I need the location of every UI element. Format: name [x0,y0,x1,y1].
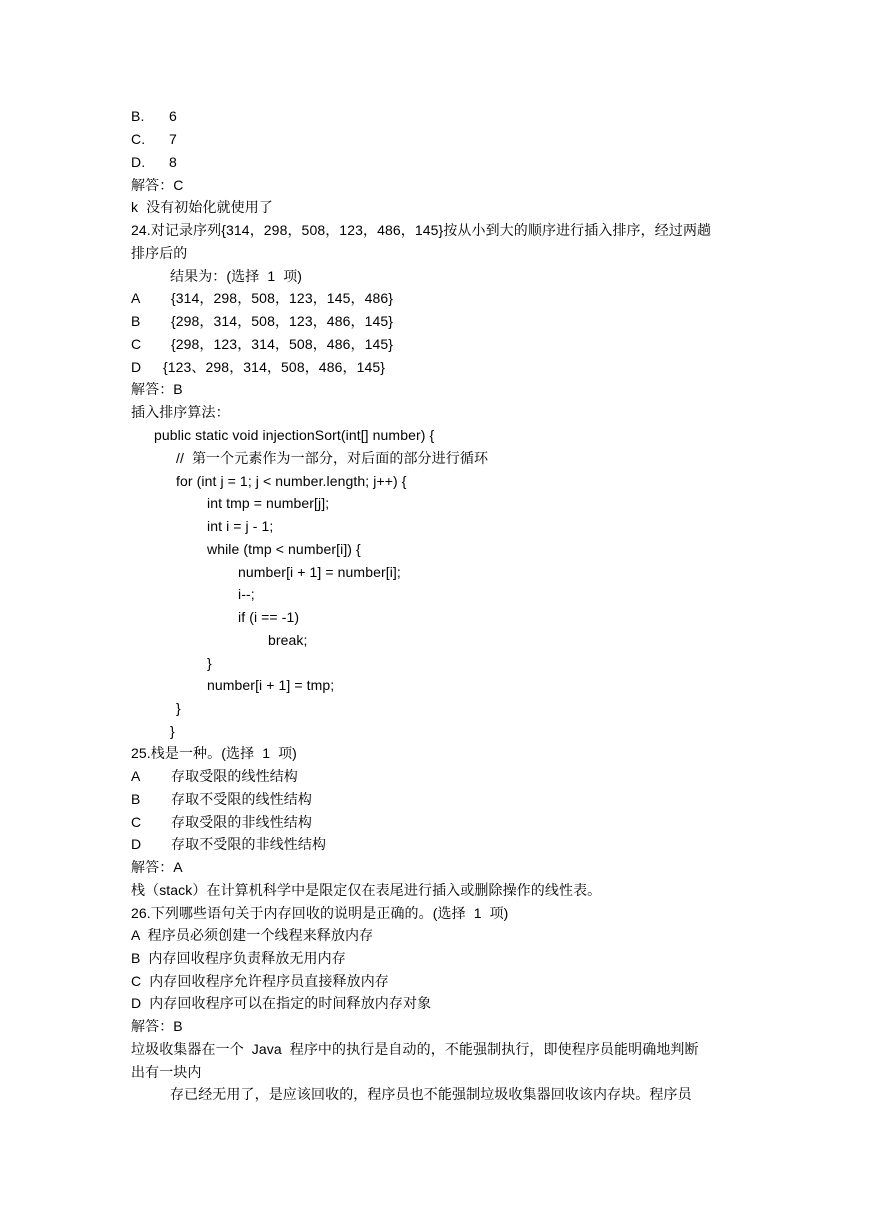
option-key: D [131,359,142,375]
option-c [131,129,177,149]
option-a: A 程序员必须创建一个线程来释放内存 [131,927,374,943]
option-c: C 内存回收程序允许程序员直接释放内存 [131,973,389,989]
option-text: 6 [169,108,177,124]
option-text: {298，123，314，508，486，145} [171,336,394,352]
option-c [131,812,312,832]
option-text: 存取受限的非线性结构 [171,814,312,830]
code-line: } [170,723,175,739]
option-key: B [131,313,141,329]
code-line: if (i == -1) [238,609,300,625]
answer-line: 解答：B [131,1018,183,1034]
explanation-line: 栈（stack）在计算机科学中是限定仅在表尾进行插入或删除操作的线性表。 [131,882,602,898]
option-c [131,334,393,354]
option-b [131,311,393,331]
answer-line: 解答：C [131,177,184,193]
code-line: break; [268,632,308,648]
code-line: for (int j = 1; j < number.length; j++) { [176,473,407,489]
option-a [131,766,298,786]
option-d [131,834,326,854]
option-key: C. [131,131,146,147]
option-b [131,106,177,126]
code-line: public static void injectionSort(int[] number) { [154,427,435,443]
code-line: int tmp = number[j]; [207,495,330,511]
option-b [131,789,312,809]
code-line: i--; [238,586,255,602]
option-text: {298，314，508，123，486，145} [171,313,394,329]
explanation-line: 垃圾收集器在一个 Java 程序中的执行是自动的，不能强制执行，即使程序员能明确地判断 [131,1041,699,1057]
option-d [131,152,177,172]
option-key: D [131,836,142,852]
explanation-line: k 没有初始化就使用了 [131,199,273,215]
option-text: 7 [169,131,177,147]
option-key: C [131,336,142,352]
question-text: 26.下列哪些语句关于内存回收的说明是正确的。(选择 1 项) [131,905,509,921]
option-text: 存取不受限的非线性结构 [171,836,327,852]
explanation-title: 插入排序算法： [131,404,230,420]
option-a [131,288,393,308]
answer-line: 解答：A [131,859,183,875]
question-text-continued: 排序后的 [131,245,188,261]
explanation-line-continued: 出有一块内 [131,1064,202,1080]
option-text: {123、298，314，508，486，145} [163,359,386,375]
code-line: number[i + 1] = tmp; [207,677,335,693]
question-text: 25.栈是一种。(选择 1 项) [131,745,297,761]
answer-line: 解答：B [131,381,183,397]
code-comment-line: // 第一个元素作为一部分，对后面的部分进行循环 [176,450,489,466]
code-line: } [207,655,212,671]
option-text: 8 [169,154,177,170]
option-d [131,357,385,377]
option-key: D. [131,154,146,170]
code-line: number[i + 1] = number[i]; [238,564,401,580]
option-d: D 内存回收程序可以在指定的时间释放内存对象 [131,995,432,1011]
option-key: B. [131,108,145,124]
code-line: while (tmp < number[i]) { [207,541,361,557]
question-text: 24.对记录序列{314，298，508，123，486，145}按从小到大的顺序进行插入排序，经过两趟 [131,222,712,238]
explanation-line-continued: 存已经无用了，是应该回收的，程序员也不能强制垃圾收集器回收该内存块。程序员 [170,1086,692,1102]
option-text: 存取受限的线性结构 [171,768,298,784]
code-line: int i = j - 1; [207,518,274,534]
option-key: A [131,290,141,306]
option-key: C [131,814,142,830]
code-line: } [176,700,181,716]
option-text: {314，298，508，123，145，486} [171,290,394,306]
question-result-prompt: 结果为：(选择 1 项) [170,268,303,284]
option-key: B [131,791,141,807]
option-key: A [131,768,141,784]
option-text: 存取不受限的线性结构 [171,791,312,807]
option-b: B 内存回收程序负责释放无用内存 [131,950,346,966]
